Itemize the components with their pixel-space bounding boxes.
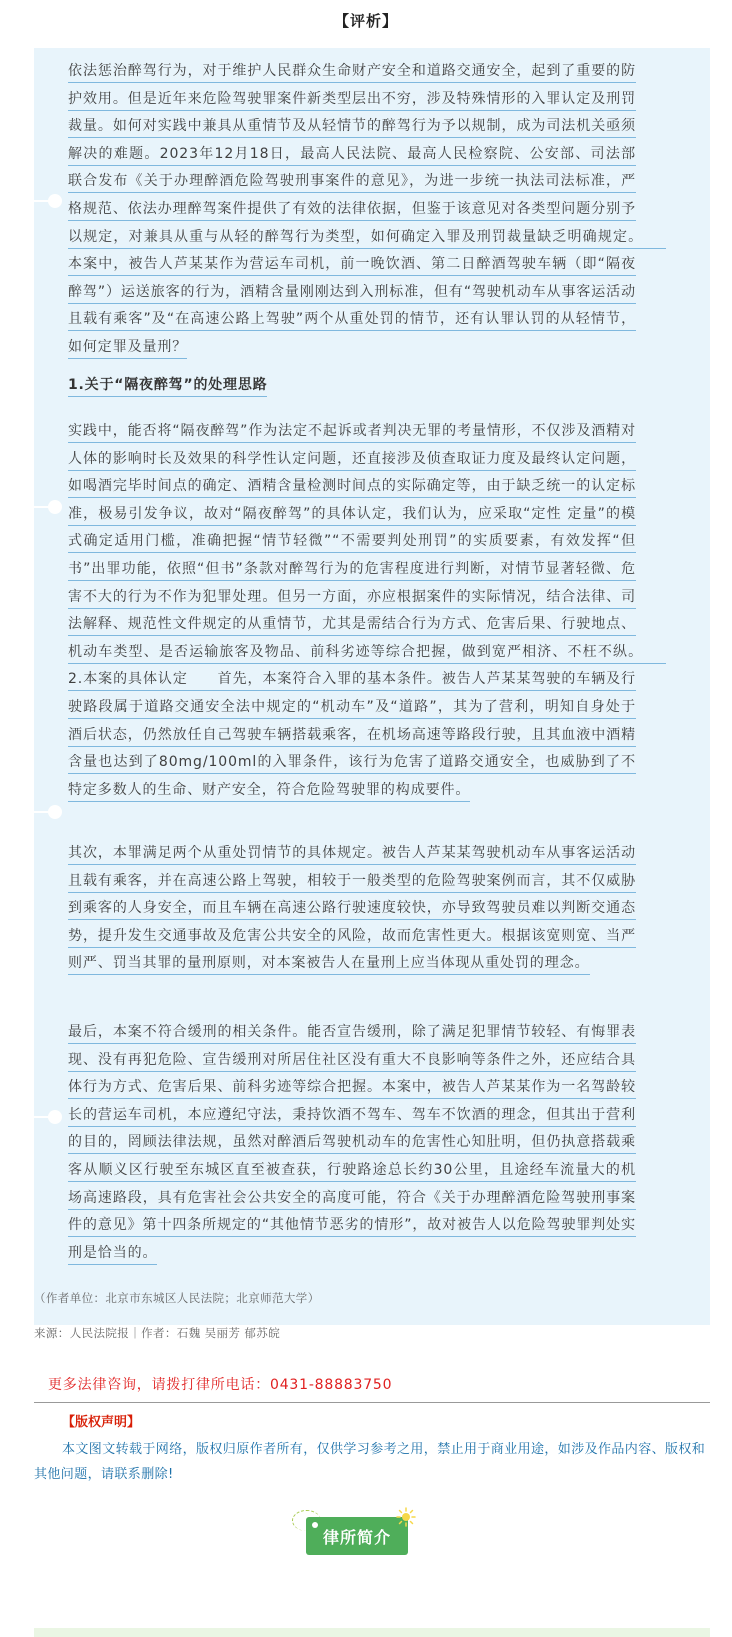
paragraph-analysis: 实践中，能否将“隔夜醉驾”作为法定不起诉或者判决无罪的考量情形，不仅涉及酒精对人体的影响时长及效果的科学性认定问题，还直接涉及侦查取证力度及最终认定问题，如喝酒完毕时间点的确定、酒精含量检测时间点的实际确定等，由于缺乏统一的认定标准，极易引发争议，故对“隔夜醉驾”的具体认定，我们认为，应采取“定性 定量”的模式确定适用门槛，准确把握“情节轻微”“不需要判处刑罚”的实质要素，有效发挥“但书”出罪功能，依照“但书”条款对醉驾行为的危害程度进行判断，对情节显著轻微、危害不大的行为不作为犯罪处理。但另一方面，亦应根据案件的实际情况，结合法律、司法解释、规范性文件规定的从重情节，尤其是需结合行为方式、危害后果、行驶地点、机动车类型、是否运输旅客及物品、前科劣迹等综合把握，做到宽严相济、不枉不纵。 2.本案的具体认定 首先，本案符合入罪的基本条件。被告人芦某某驾驶的车辆及行驶路段属于道路交通安全法中规定的“机动车”及“道路”，其为了营利，明知自身处于酒后状态，仍然放任自己驾驶车辆搭载乘客，在机场高速等路段行驶，且其血液中酒精含量也达到了80mg/100ml的入罪条件，该行为危害了道路交通安全，也威胁到了不特定多数人的生命、财产安全，符合危险驾驶罪的构成要件。 [68,418,636,804]
section-title: 【评析】 [333,12,398,30]
source-line: 来源：人民法院报｜作者：石魏 吴丽芳 郁苏皖 [34,1326,281,1340]
copyright-title: 【版权声明】 [62,1415,141,1430]
paragraph-intro: 依法惩治醉驾行为，对于维护人民群众生命财产安全和道路交通安全，起到了重要的防护效用。但是近年来危险驾驶罪案件新类型层出不穷，涉及特殊情形的入罪认定及刑罚裁量。如何对实践中兼具从重情节及从轻情节的醉驾行为予以规制，成为司法机关亟须解决的难题。2023年12月18日，最高人民法院、最高人民检察院、公安部、司法部联合发布《关于办理醉酒危险驾驶刑事案件的意见》，为进一步统一执法司法标准，严格规范、依法办理醉驾案件提供了有效的法律依据，但鉴于该意见对各类型问题分别予以规定，对兼具从重与从轻的醉驾行为类型，如何确定入罪及刑罚裁量缺乏明确规定。 本案中，被告人芦某某作为营运车司机，前一晚饮酒、第二日醉酒驾驶车辆（即“隔夜醉驾”）运送旅客的行为，酒精含量刚刚达到入刑标准，但有“驾驶机动车从事客运活动且载有乘客”及“在高速公路上驾驶”两个从重处罚的情节，还有认罪认罚的从轻情节，如何定罪及量刑？ [68,58,636,362]
divider [34,1402,710,1403]
paragraph-probation: 最后，本案不符合缓刑的相关条件。能否宣告缓刑，除了满足犯罪情节较轻、有悔罪表现、没有再犯危险、宣告缓刑对所居住社区没有重大不良影响等条件之外，还应结合具体行为方式、危害后果、前科劣迹等综合把握。本案中，被告人芦某某作为一名驾龄较长的营运车司机，本应遵纪守法，秉持饮酒不驾车、驾车不饮酒的理念，但其出于营利的目的，罔顾法律法规，虽然对醉酒后驾驶机动车的危害性心知肚明，但仍执意搭载乘客从顺义区行驶至东城区直至被查获，行驶路途总长约30公里，且途经车流量大的机场高速路段，具有危害社会公共安全的高度可能，符合《关于办理醉酒危险驾驶刑事案件的意见》第十四条所规定的“其他情节恶劣的情形”，故对被告人以危险驾驶罪判处实刑是恰当的。 [68,1019,636,1267]
copyright-text: 本文图文转载于网络，版权归原作者所有，仅供学习参考之用，禁止用于商业用途，如涉及作品内容、版权和其他问题，请联系删除! [34,1442,706,1482]
timeline-dot-icon [48,1110,62,1124]
sun-icon [396,1507,416,1527]
author-unit: （作者单位：北京市东城区人民法院；北京师范大学） [34,1291,320,1305]
timeline-dot-icon [48,805,62,819]
timeline-dot-icon [48,194,62,208]
subheading-overnight-drunk-driving: 1.关于“隔夜醉驾”的处理思路 [68,374,267,394]
paragraph-aggravating: 其次，本罪满足两个从重处罚情节的具体规定。被告人芦某某驾驶机动车从事客运活动且载有乘客，并在高速公路上驾驶，相较于一般类型的危险驾驶案例而言，其不仅威胁到乘客的人身安全，而且车辆在高速公路行驶速度较快，亦导致驾驶员难以判断交通态势，提升发生交通事故及危害公共安全的风险，故而危害性更大。根据该宽则宽、当严则严、罚当其罪的量刑原则，对本案被告人在量刑上应当体现从重处罚的理念。 [68,840,636,978]
firm-intro-button[interactable]: 律所简介 [306,1517,408,1555]
bottom-strip [34,1628,710,1637]
consult-phone-line[interactable]: 更多法律咨询，请拨打律所电话：0431-88883750 [48,1377,393,1393]
button-dot-icon [312,1522,318,1528]
timeline-dot-icon [48,500,62,514]
